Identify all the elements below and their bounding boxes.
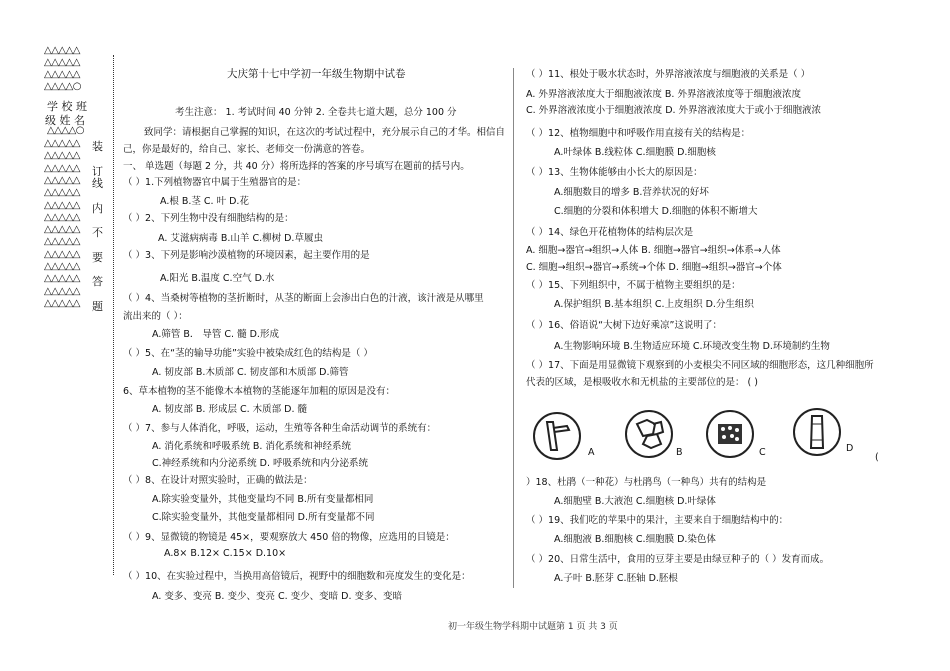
binding-line [113,55,115,575]
question-stem: （ ）20、日常生活中，食用的豆芽主要是由绿豆种子的（ ）发育而成。 [526,554,830,565]
greeting-line-2: 己，你是最好的，给自己、家长、老师交一份满意的答卷。 [123,144,371,155]
seal-marks-1: △△△△△ [44,45,80,56]
figure-label-c: C [759,447,766,458]
greeting-line-1: 致同学：请根据自己掌握的知识，在这次的考试过程中，充分展示自己的才华。相信自 [144,127,506,138]
question-options: A. 变多、变亮 B. 变少、变亮 C. 变少、变暗 D. 变多、变暗 [152,591,403,602]
seal-row-char: 订 [92,164,103,178]
question-stem: （ ）19、我们吃的苹果中的果汁，主要来自于细胞结构中的： [526,515,789,526]
grade-name-label: 级 姓 名 [45,114,85,127]
question-options: A.8× B.12× C.15× D.10× [164,548,287,559]
question-options: A.阳光 B.温度 C.空气 D.水 [160,273,275,284]
question-options: 代表的区域，是根吸收水和无机盐的主要部位的是： ( ) [526,377,758,388]
question-options: C. 细胞→组织→器官→系统→个体 D. 细胞→组织→器官→个体 [526,262,782,273]
question-stem: （ ）13、生物体能够由小长大的原因是： [526,167,703,178]
question-stem: （ ）12、植物细胞中和呼吸作用直接有关的结构是： [526,128,751,139]
seal-row-marks: △△△△△ [44,150,80,162]
seal-row-marks: △△△△△ [44,174,80,186]
question-stem: （ ）5、在“茎的输导功能”实验中被染成红色的结构是（ ） [123,348,373,359]
question-stem: （ ）10、在实验过程中，当换用高倍镜后，视野中的细胞数和亮度发生的变化是： [123,571,471,582]
seal-row-char: 装 [92,140,103,153]
question-options: A. 细胞→器官→组织→人体 B. 细胞→器官→组织→体系→人体 [526,245,781,256]
question-options: A.除实验变量外，其他变量均不同 B.所有变量都相同 [152,494,374,505]
seal-row-marks: △△△△△ [44,211,80,223]
figure-trailing-paren: ( [875,452,879,463]
dense-cells-icon [708,412,752,456]
question-options: A. 消化系统和呼吸系统 B. 消化系统和神经系统 [152,441,351,452]
seal-row-marks: △△△△△ [44,297,80,309]
exam-title: 大庆第十七中学初一年级生物期中试卷 [227,68,406,80]
question-options: A. 艾滋病病毒 B.山羊 C.柳树 D.草履虫 [158,233,323,244]
seal-row-char: 不 [92,226,103,240]
seal-marks-2: △△△△△ [44,57,80,68]
seal-row-char: 要 [92,250,103,264]
elongated-cell-icon [795,410,839,454]
seal-row-marks: △△△△△ [44,248,80,260]
seal-row-char: 答 [92,275,103,289]
seal-row-char: 线 [92,176,103,190]
seal-row-marks: △△△△△ [44,224,80,236]
cell-image-b [625,410,673,458]
figure-label-d: D [846,443,854,454]
question-stem: （ ）8、在设计对照实验时，正确的做法是： [123,475,313,486]
question-options: A.保护组织 B.基本组织 C.上皮组织 D.分生组织 [554,299,754,310]
question-stem: （ ）3、下列是影响沙漠植物的环境因素，起主要作用的是 [123,250,370,261]
exam-notice: 考生注意： 1. 考试时间 40 分钟 2. 全卷共七道大题，总分 100 分 [175,107,457,118]
question-stem: 6、草本植物的茎不能像木本植物的茎能逐年加粗的原因是没有： [123,386,396,397]
question-stem: （ ）2、下列生物中没有细胞结构的是： [123,213,294,224]
school-class-label: 学 校 班 [47,100,87,113]
question-stem: （ ）7、参与人体消化，呼吸，运动，生殖等各种生命活动调节的系统有： [123,423,437,434]
seal-row-marks: △△△△△ [44,261,80,272]
question-options: A.筛管 B． 导管 C. 髓 D.形成 [152,329,279,340]
seal-marks-4: △△△△○ [44,81,81,92]
question-stem: （ ）11、根处于吸水状态时，外界溶液浓度与细胞液的关系是（ ） [526,69,811,80]
question-stem: （ ）9、显微镜的物镜是 45×，要观察放大 450 倍的物像，应选用的目镜是： [123,532,455,543]
question-stem: （ ）17、下面是用显微镜下观察到的小麦根尖不同区域的细胞形态，这几种细胞所 [526,360,874,371]
seal-row-marks: △△△△△ [44,138,80,149]
seal-row-marks: △△△△△ [44,285,80,297]
cell-image-c [706,410,754,458]
column-divider [513,68,514,588]
question-stem: （ ）16、俗语说“大树下边好乘凉”这说明了： [526,320,722,331]
question-options: A. 韧皮部 B. 形成层 C. 木质部 D. 髓 [152,404,308,415]
question-options: A.根 B.茎 C. 叶 D.花 [160,196,249,207]
seal-row-marks: △△△△△ [44,236,80,248]
question-options: A.子叶 B.胚芽 C.胚轴 D.胚根 [554,573,678,584]
seal-row-char: 内 [92,201,103,215]
cell-image-a [533,412,581,460]
root-hair-cell-icon [535,414,579,458]
seal-row-marks: △△△△△ [44,187,80,199]
seal-row-marks: △△△△△ [44,273,80,285]
question-options: A.细胞壁 B.大液泡 C.细胞核 D.叶绿体 [554,496,716,507]
question-options: A.细胞数目的增多 B.营养状况的好坏 [554,187,709,198]
question-options: C.细胞的分裂和体积增大 D.细胞的体积不断增大 [554,206,758,217]
question-stem: （ ）1.下列植物器官中属于生殖器官的是： [123,177,307,188]
name-marks: △△△△○ [47,125,84,136]
question-stem: （ ）14、绿色开花植物体的结构层次是 [526,227,694,238]
seal-row-char: 题 [92,299,103,313]
section-heading: 一、 单选题（每题 2 分，共 40 分）将所选择的答案的序号填写在题前的括号内。 [123,161,470,172]
seal-marks-3: △△△△△ [44,69,80,80]
question-stem: （ ）4、当桑树等植物的茎折断时，从茎的断面上会渗出白色的汁液，该汁液是从哪里 [123,293,484,304]
question-options: 流出来的（ ）： [123,311,188,322]
question-options: C. 外界溶液浓度小于细胞液浓度 D. 外界溶液浓度大于或小于细胞液浓 [526,105,822,116]
seal-row-marks: △△△△△ [44,162,80,174]
question-options: A. 韧皮部 B.木质部 C. 韧皮部和木质部 D.筛管 [152,367,349,378]
question-options: C.除实验变量外，其他变量都相同 D.所有变量都不同 [152,512,375,523]
question-options: C.神经系统和内分泌系统 D. 呼吸系统和内分泌系统 [152,458,369,469]
page-footer: 初一年级生物学科期中试题第 1 页 共 3 页 [448,622,618,632]
question-stem: ）18、杜鹃（一种花）与杜鹃鸟（一种鸟）共有的结构是 [526,477,767,488]
question-options: A.叶绿体 B.线粒体 C.细胞膜 D.细胞核 [554,147,716,158]
meristem-cells-icon [627,412,671,456]
cell-image-d [793,408,841,456]
question-options: A. 外界溶液浓度大于细胞液浓度 B. 外界溶液浓度等于细胞液浓度 [526,89,801,100]
question-options: A.生物影响环境 B.生物适应环境 C.环境改变生物 D.环境制约生物 [554,341,830,352]
question-stem: （ ）15、下列组织中，不属于植物主要组织的是： [526,280,741,291]
figure-label-b: B [676,447,683,458]
question-options: A.细胞液 B.细胞核 C.细胞膜 D.染色体 [554,534,716,545]
seal-row-marks: △△△△△ [44,199,80,211]
figure-label-a: A [588,447,595,458]
